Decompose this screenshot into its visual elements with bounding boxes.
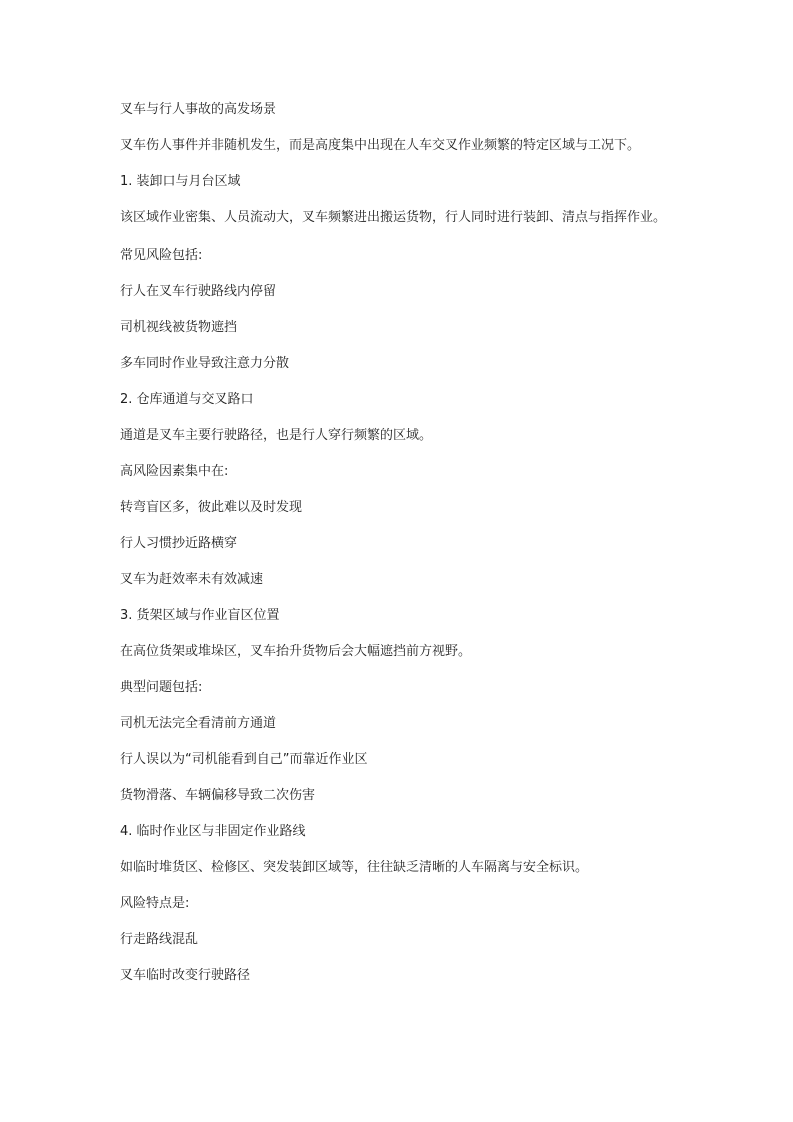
section-heading: 4. 临时作业区与非固定作业路线 <box>120 824 306 839</box>
list-title: 高风险因素集中在: <box>120 464 229 479</box>
document-title: 叉车与行人事故的高发场景 <box>120 102 277 117</box>
list-item: 叉车为赶效率未有效减速 <box>120 572 264 587</box>
list-item: 司机视线被货物遮挡 <box>120 320 238 335</box>
list-item: 行人误以为“司机能看到自己”而靠近作业区 <box>120 752 368 767</box>
list-item: 转弯盲区多，彼此难以及时发现 <box>120 500 303 515</box>
section-description: 该区域作业密集、人员流动大，叉车频繁进出搬运货物，行人同时进行装卸、清点与指挥作业。 <box>120 210 667 225</box>
section-heading: 1. 装卸口与月台区域 <box>120 174 241 189</box>
section-heading: 3. 货架区域与作业盲区位置 <box>120 608 280 623</box>
section-description: 如临时堆货区、检修区、突发装卸区域等，往往缺乏清晰的人车隔离与安全标识。 <box>120 860 589 875</box>
list-title: 常见风险包括: <box>120 248 203 263</box>
section-description: 在高位货架或堆垛区，叉车抬升货物后会大幅遮挡前方视野。 <box>120 644 472 659</box>
list-item: 货物滑落、车辆偏移导致二次伤害 <box>120 788 316 803</box>
list-item: 行人在叉车行驶路线内停留 <box>120 284 277 299</box>
intro-paragraph: 叉车伤人事件并非随机发生，而是高度集中出现在人车交叉作业频繁的特定区域与工况下。 <box>120 138 641 153</box>
list-item: 行人习惯抄近路横穿 <box>120 536 238 551</box>
section-description: 通道是叉车主要行驶路径，也是行人穿行频繁的区域。 <box>120 428 433 443</box>
list-item: 行走路线混乱 <box>120 932 199 947</box>
document-body <box>120 98 690 1000</box>
list-item: 司机无法完全看清前方通道 <box>120 716 277 731</box>
list-item: 多车同时作业导致注意力分散 <box>120 356 290 371</box>
list-title: 典型问题包括: <box>120 680 203 695</box>
list-item: 叉车临时改变行驶路径 <box>120 968 251 983</box>
list-title: 风险特点是: <box>120 896 190 911</box>
section-heading: 2. 仓库通道与交叉路口 <box>120 392 254 407</box>
